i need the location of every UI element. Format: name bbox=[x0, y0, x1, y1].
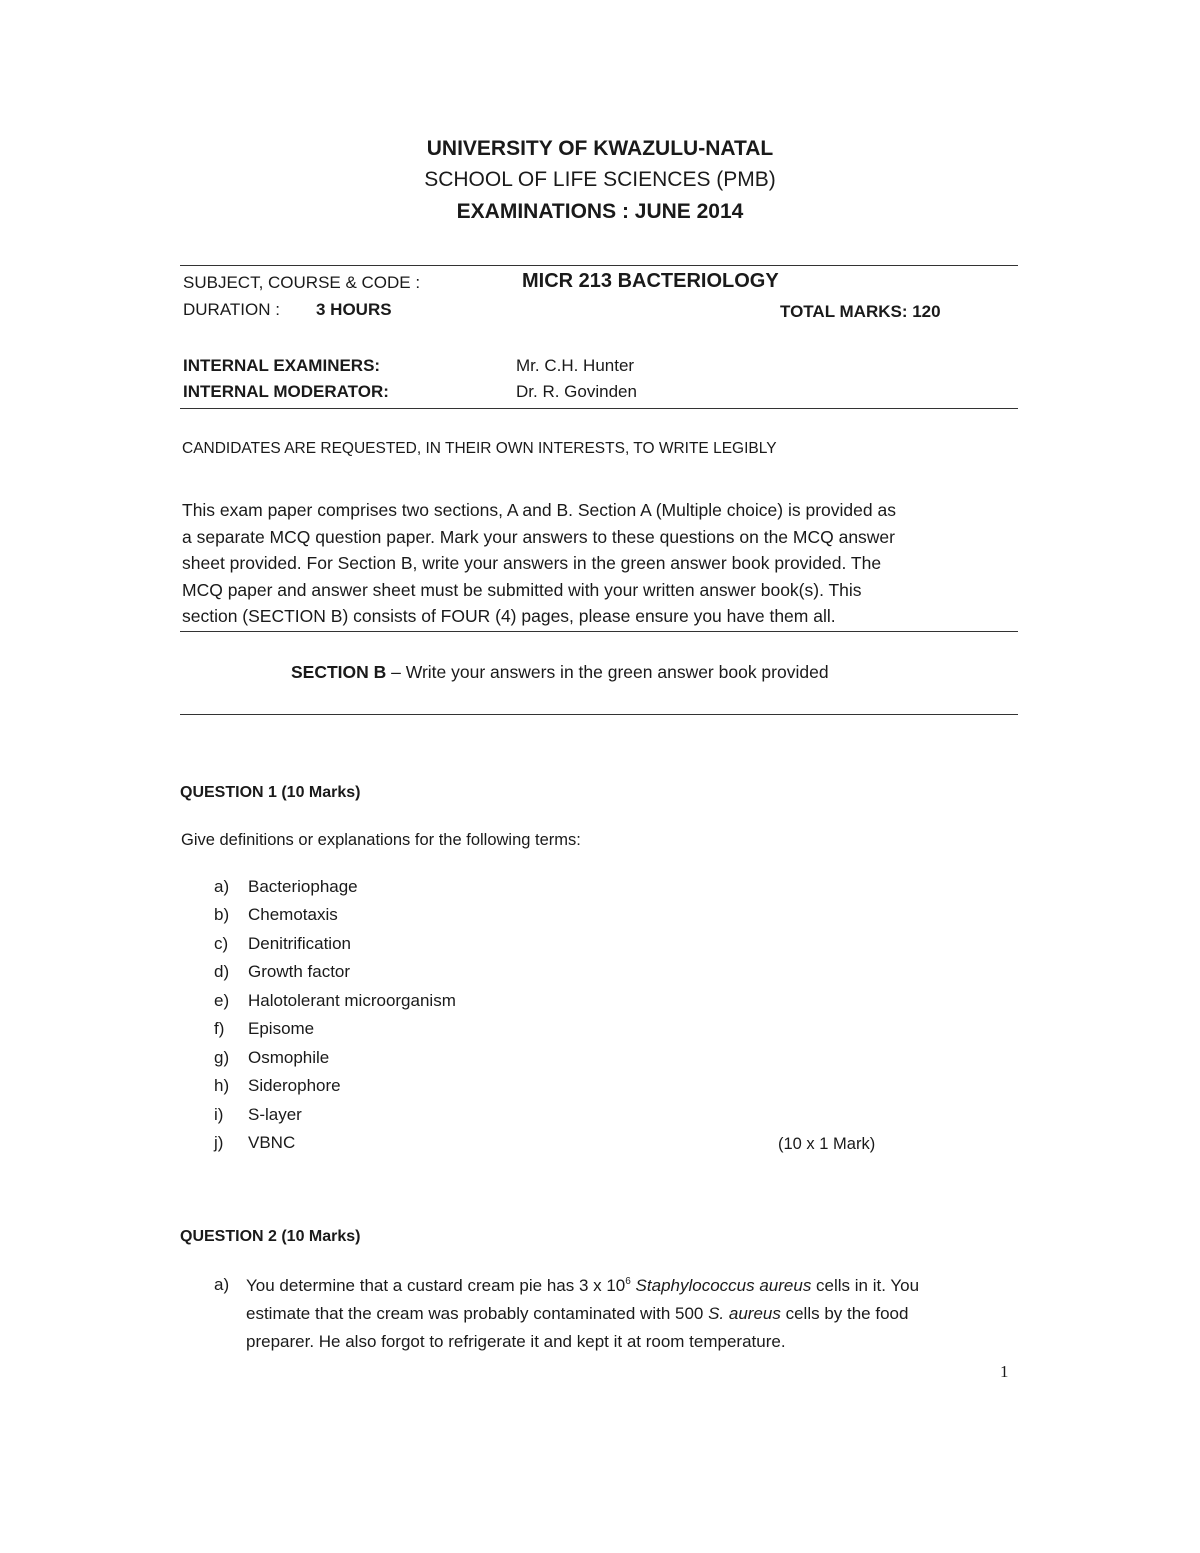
question-2-line bbox=[246, 1300, 1016, 1328]
moderator-value: Dr. R. Govinden bbox=[516, 382, 637, 401]
term-letter: i) bbox=[214, 1105, 224, 1124]
term-letter: b) bbox=[214, 905, 230, 924]
duration-label: DURATION : bbox=[183, 300, 280, 319]
divider bbox=[180, 631, 1018, 632]
question-1-marks: (10 x 1 Mark) bbox=[778, 1135, 876, 1153]
section-b-title: SECTION B bbox=[291, 662, 387, 682]
term-letter: e) bbox=[214, 991, 230, 1010]
q2-text: estimate that the cream was probably contaminated with 500 bbox=[246, 1304, 709, 1323]
term-text: Osmophile bbox=[248, 1048, 330, 1067]
question-1-prompt: Give definitions or explanations for the following terms: bbox=[181, 831, 581, 849]
exam-title: EXAMINATIONS : JUNE 2014 bbox=[456, 200, 744, 223]
instruction-line: a separate MCQ question paper. Mark your answers to these questions on the MCQ answer bbox=[182, 526, 895, 547]
term-text: S-layer bbox=[248, 1105, 302, 1124]
organism-name: Staphylococcus aureus bbox=[630, 1276, 812, 1295]
term-text: Denitrification bbox=[248, 934, 351, 953]
organism-name: S. aureus bbox=[708, 1304, 781, 1323]
question-1-title: QUESTION 1 (10 Marks) bbox=[180, 784, 361, 801]
term-text: Chemotaxis bbox=[248, 905, 338, 924]
instructions-paragraph bbox=[182, 497, 1018, 630]
exponent: 6 bbox=[625, 1276, 631, 1287]
term-text: Episome bbox=[248, 1019, 315, 1038]
q2-text: You determine that a custard cream pie has 3 x 10 bbox=[246, 1276, 626, 1295]
question-2-part-letter: a) bbox=[214, 1275, 230, 1294]
term-letter: g) bbox=[214, 1048, 230, 1067]
q2-text: cells by the food bbox=[780, 1304, 909, 1323]
page-number: 1 bbox=[1000, 1362, 1009, 1381]
moderator-label: INTERNAL MODERATOR: bbox=[183, 382, 389, 401]
term-letter: c) bbox=[214, 934, 229, 953]
candidates-notice: CANDIDATES ARE REQUESTED, IN THEIR OWN INTERESTS, TO WRITE LEGIBLY bbox=[182, 440, 777, 457]
divider bbox=[180, 265, 1018, 266]
q2-text: cells in it. You bbox=[811, 1276, 920, 1295]
instruction-line: section (SECTION B) consists of FOUR (4) pages, please ensure you have them all. bbox=[182, 606, 836, 626]
term-text: Halotolerant microorganism bbox=[248, 991, 456, 1010]
question-2-line: preparer. He also forgot to refrigerate it and kept it at room temperature. bbox=[246, 1332, 786, 1351]
university-title: UNIVERSITY OF KWAZULU-NATAL bbox=[426, 137, 774, 160]
examiners-value: Mr. C.H. Hunter bbox=[516, 356, 635, 375]
question-2-part-a bbox=[246, 1272, 1016, 1356]
term-letter: d) bbox=[214, 962, 230, 981]
term-letter: a) bbox=[214, 877, 230, 896]
school-title: SCHOOL OF LIFE SCIENCES (PMB) bbox=[424, 168, 776, 191]
section-b-heading bbox=[291, 662, 829, 683]
divider bbox=[180, 408, 1018, 409]
question-2-title: QUESTION 2 (10 Marks) bbox=[180, 1228, 361, 1245]
divider bbox=[180, 714, 1018, 715]
term-text: VBNC bbox=[248, 1133, 296, 1152]
instruction-line: MCQ paper and answer sheet must be submitted with your written answer book(s). This bbox=[182, 579, 862, 600]
term-letter: h) bbox=[214, 1076, 230, 1095]
term-text: Growth factor bbox=[248, 962, 351, 981]
subject-label: SUBJECT, COURSE & CODE : bbox=[183, 273, 421, 292]
instruction-line: This exam paper comprises two sections, A and B. Section A (Multiple choice) is provided as bbox=[182, 500, 896, 520]
duration-value: 3 HOURS bbox=[316, 300, 392, 319]
examiners-label: INTERNAL EXAMINERS: bbox=[183, 356, 381, 375]
term-letter: f) bbox=[214, 1019, 225, 1038]
question-2-line bbox=[246, 1272, 1016, 1300]
section-b-text: – Write your answers in the green answer book provided bbox=[386, 662, 829, 682]
term-text: Bacteriophage bbox=[248, 877, 358, 896]
instruction-line: sheet provided. For Section B, write your answers in the green answer book provided. The bbox=[182, 553, 882, 573]
total-marks: TOTAL MARKS: 120 bbox=[780, 302, 941, 321]
subject-value: MICR 213 BACTERIOLOGY bbox=[522, 270, 779, 292]
term-text: Siderophore bbox=[248, 1076, 341, 1095]
term-letter: j) bbox=[214, 1133, 224, 1152]
